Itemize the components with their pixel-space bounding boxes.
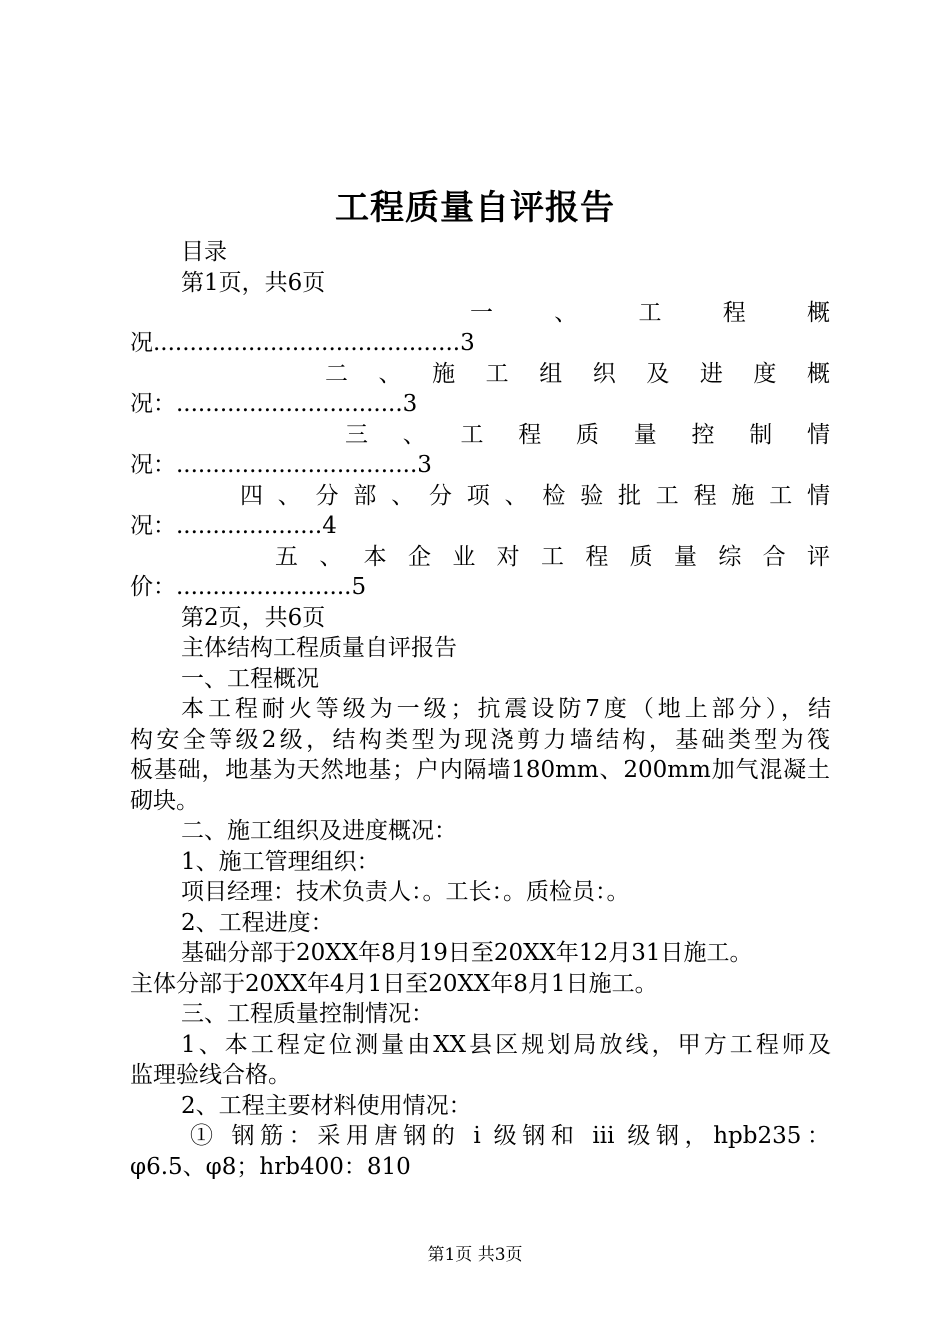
subsection-heading: 2、工程主要材料使用情况：: [181, 1093, 472, 1119]
toc-item-1-line-1[interactable]: 一 、 工 程 概: [470, 300, 830, 326]
page-marker: 第1页，共6页: [181, 270, 326, 296]
toc-item-5-line-2[interactable]: 价：........................5: [130, 574, 367, 600]
page-footer: 第1页 共3页: [427, 1245, 523, 1265]
section-heading: 一、工程概况: [181, 666, 319, 692]
paragraph-line: ① 钢筋：采用唐钢的 i 级钢和 iii 级钢，hpb235：: [190, 1123, 830, 1149]
page-marker: 第2页，共6页: [181, 605, 326, 631]
paragraph-line: 项目经理：技术负责人：。工长：。质检员：。: [181, 879, 630, 905]
toc-item-3-line-1[interactable]: 三 、 工 程 质 量 控 制 情: [345, 422, 830, 448]
toc-item-4-line-2[interactable]: 况：....................4: [130, 513, 337, 539]
paragraph-line: 板基础，地基为天然地基；户内隔墙180mm、200mm加气混凝土: [130, 757, 830, 783]
section-heading: 三、工程质量控制情况：: [181, 1001, 434, 1027]
paragraph-line: φ6.5、φ8；hrb400：810: [130, 1154, 411, 1180]
paragraph-line: 构安全等级2级，结构类型为现浇剪力墙结构，基础类型为筏: [130, 727, 830, 753]
toc-item-3-line-2[interactable]: 况：.................................3: [130, 452, 432, 478]
toc-item-4-line-1[interactable]: 四 、 分 部 、 分 项 、 检 验 批 工 程 施 工 情: [240, 483, 830, 509]
report-title: 主体结构工程质量自评报告: [181, 635, 457, 661]
subsection-heading: 2、工程进度：: [181, 910, 334, 936]
toc-item-1-line-2[interactable]: 况..........................................3: [130, 330, 475, 356]
toc-item-2-line-1[interactable]: 二 、 施 工 组 织 及 进 度 概: [325, 361, 830, 387]
section-heading: 二、施工组织及进度概况：: [181, 818, 457, 844]
paragraph-line: 本工程耐火等级为一级；抗震设防7度（地上部分），结: [181, 696, 831, 722]
toc-label: 目录: [181, 239, 227, 265]
subsection-heading: 1、施工管理组织：: [181, 849, 380, 875]
paragraph-line: 监理验线合格。: [130, 1062, 291, 1088]
toc-item-2-line-2[interactable]: 况：...............................3: [130, 391, 418, 417]
paragraph-line: 主体分部于20XX年4月1日至20XX年8月1日施工。: [130, 971, 658, 997]
paragraph-line: 基础分部于20XX年8月19日至20XX年12月31日施工。: [181, 940, 753, 966]
paragraph-line: 砌块。: [130, 788, 199, 814]
toc-item-5-line-1[interactable]: 五 、 本 企 业 对 工 程 质 量 综 合 评: [275, 544, 830, 570]
paragraph-line: 1、本工程定位测量由XX县区规划局放线，甲方工程师及: [181, 1032, 831, 1058]
document-title: 工程质量自评报告: [335, 188, 615, 228]
